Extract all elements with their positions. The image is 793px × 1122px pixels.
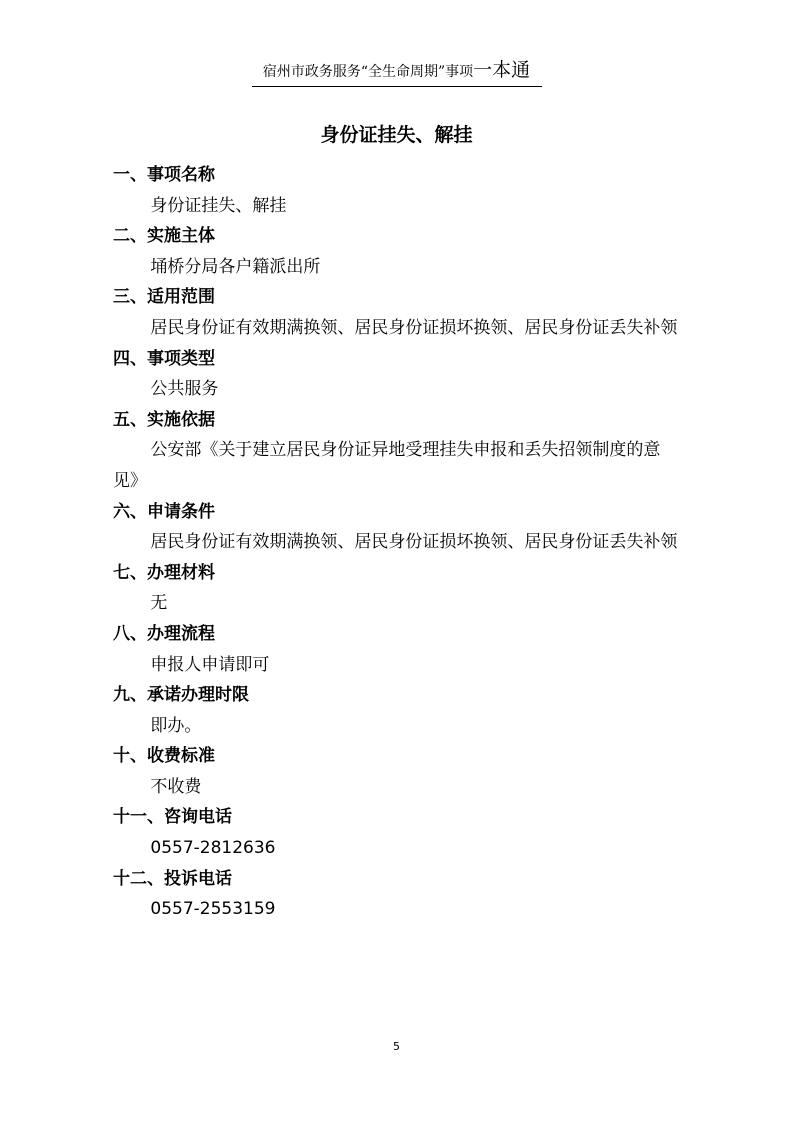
section-body: 即办。 bbox=[150, 715, 202, 736]
section-heading: 八、办理流程 bbox=[113, 623, 215, 644]
section-heading: 三、适用范围 bbox=[113, 287, 215, 308]
section-body: 无 bbox=[150, 593, 168, 614]
section-heading: 十一、咨询电话 bbox=[113, 807, 232, 828]
section-heading: 十、收费标准 bbox=[113, 746, 215, 767]
section-body: 公共服务 bbox=[150, 379, 219, 400]
section-body: 身份证挂失、解挂 bbox=[150, 195, 287, 216]
section-body: 申报人申请即可 bbox=[150, 654, 270, 675]
section-fees bbox=[113, 741, 683, 802]
section-inquiry-phone bbox=[113, 802, 683, 863]
section-complaint-phone bbox=[113, 864, 683, 925]
section-body: 不收费 bbox=[150, 776, 202, 797]
running-header bbox=[0, 60, 793, 82]
section-process bbox=[113, 619, 683, 680]
document-body bbox=[113, 160, 683, 925]
section-heading: 六、申请条件 bbox=[113, 501, 215, 522]
section-item-type bbox=[113, 344, 683, 405]
section-heading: 十二、投诉电话 bbox=[113, 868, 232, 889]
section-heading: 四、事项类型 bbox=[113, 348, 215, 369]
section-legal-basis bbox=[113, 405, 683, 497]
section-body: 居民身份证有效期满换领、居民身份证损坏换领、居民身份证丢失补领 bbox=[150, 317, 678, 338]
section-materials bbox=[113, 558, 683, 619]
section-heading: 一、事项名称 bbox=[113, 165, 215, 185]
page-number: 5 bbox=[393, 1040, 400, 1053]
section-item-name bbox=[113, 160, 683, 221]
section-application-conditions bbox=[113, 497, 683, 558]
section-scope bbox=[113, 282, 683, 343]
document-title: 身份证挂失、解挂 bbox=[320, 124, 473, 146]
section-heading: 七、办理材料 bbox=[113, 562, 215, 583]
section-heading: 二、实施主体 bbox=[113, 226, 215, 247]
running-header-suffix: 一本通 bbox=[473, 59, 531, 81]
section-time-limit bbox=[113, 680, 683, 741]
section-body: 0557-2812636 bbox=[150, 838, 276, 859]
section-body: 0557-2553159 bbox=[150, 899, 276, 920]
section-heading: 九、承诺办理时限 bbox=[113, 685, 249, 706]
section-body: 公安部《关于建立居民身份证异地受理挂失申报和丢失招领制度的意见》 bbox=[113, 440, 661, 491]
section-body: 居民身份证有效期满换领、居民身份证损坏换领、居民身份证丢失补领 bbox=[150, 532, 678, 553]
section-heading: 五、实施依据 bbox=[113, 409, 215, 430]
running-header-prefix: 宿州市政务服务“全生命周期”事项 bbox=[262, 64, 474, 80]
section-body: 埇桥分局各户籍派出所 bbox=[150, 256, 321, 277]
header-rule bbox=[252, 86, 542, 87]
section-implementing-body bbox=[113, 221, 683, 282]
